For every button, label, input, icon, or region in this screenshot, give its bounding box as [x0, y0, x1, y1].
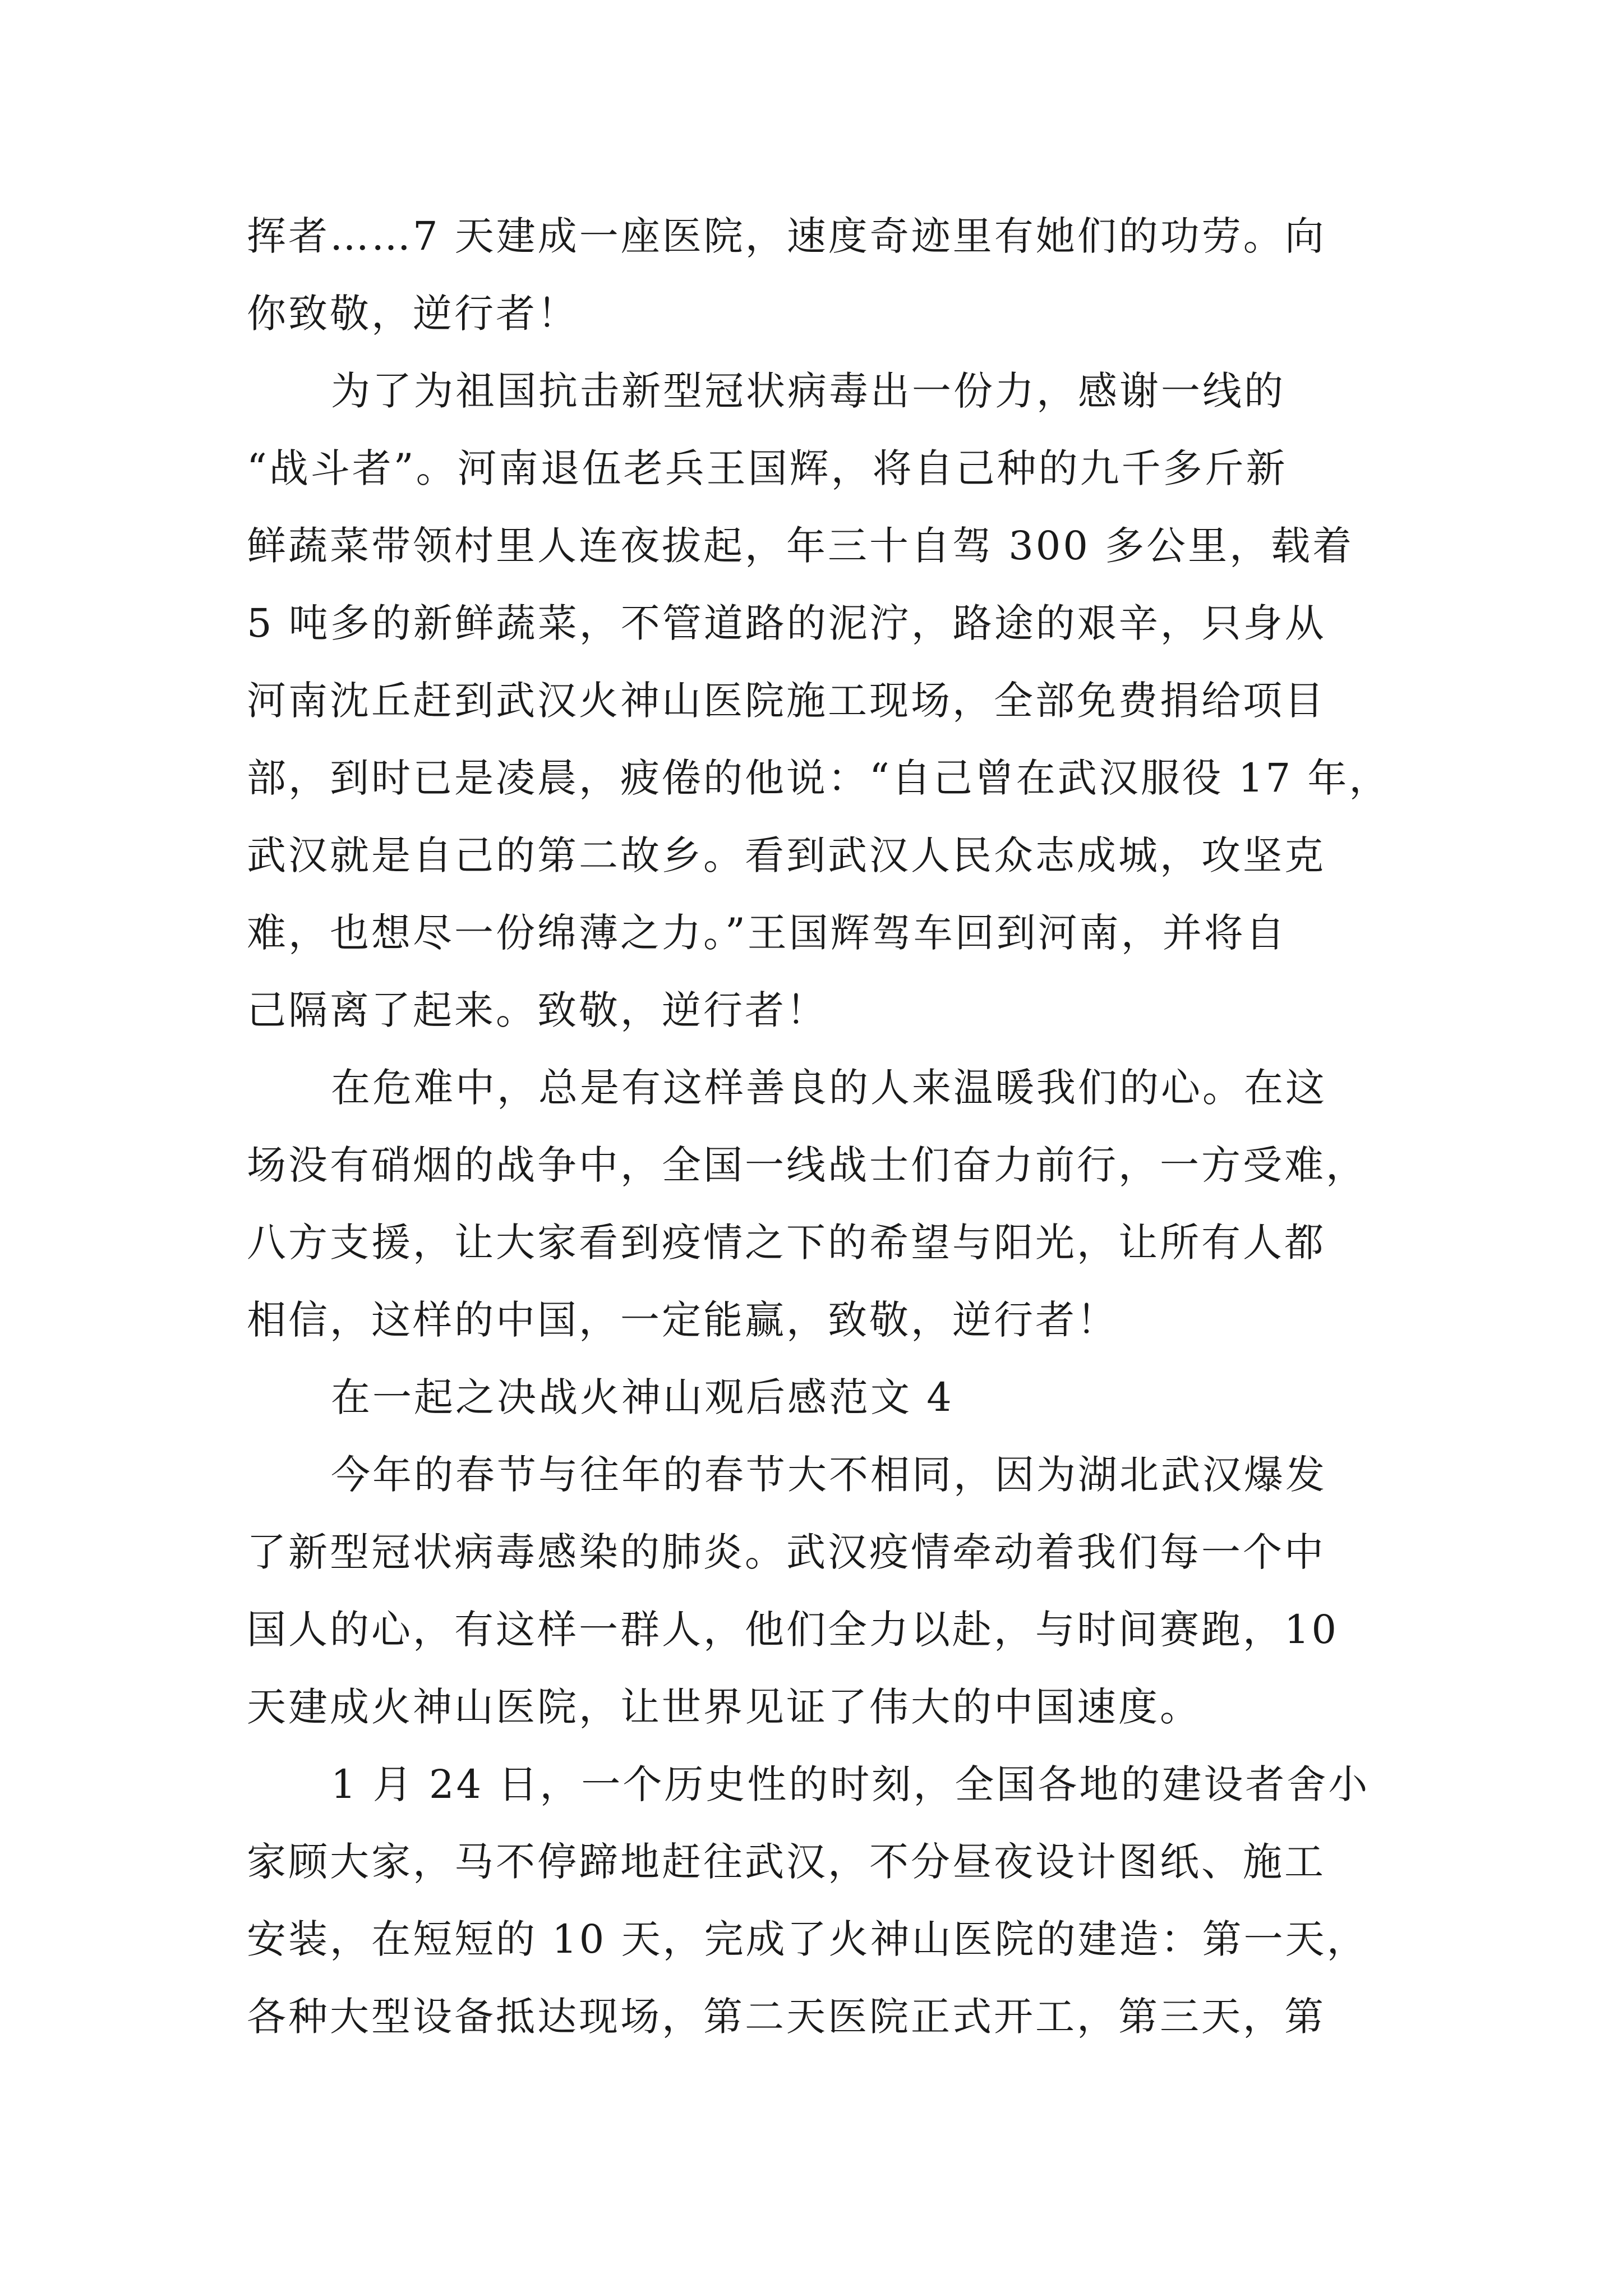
paragraph-line: 场没有硝烟的战争中，全国一线战士们奋力前行，一方受难， — [247, 1142, 1367, 1188]
paragraph-line: 挥者……7 天建成一座医院，速度奇迹里有她们的功劳。向 — [247, 213, 1326, 259]
paragraph-line: 今年的春节与往年的春节大不相同，因为湖北武汉爆发 — [331, 1452, 1327, 1498]
paragraph-line: 在危难中，总是有这样善良的人来温暖我们的心。在这 — [331, 1065, 1327, 1111]
paragraph-line: 难，也想尽一份绵薄之力。”王国辉驾车回到河南，并将自 — [247, 910, 1287, 956]
paragraph-line: 八方支援，让大家看到疫情之下的希望与阳光，让所有人都 — [247, 1220, 1326, 1266]
paragraph-line: 了新型冠状病毒感染的肺炎。武汉疫情牵动着我们每一个中 — [247, 1529, 1326, 1575]
paragraph-line: 各种大型设备抵达现场，第二天医院正式开工，第三天，第 — [247, 1994, 1326, 2040]
paragraph-line: “战斗者”。河南退伍老兵王国辉，将自己种的九千多斤新 — [247, 445, 1288, 491]
paragraph-line: 国人的心，有这样一群人，他们全力以赴，与时间赛跑，10 — [247, 1607, 1339, 1653]
paragraph-line: 5 吨多的新鲜蔬菜，不管道路的泥泞，路途的艰辛，只身从 — [247, 600, 1326, 646]
paragraph-line: 鲜蔬菜带领村里人连夜拔起，年三十自驾 300 多公里，载着 — [247, 523, 1354, 569]
paragraph-line: 安装，在短短的 10 天，完成了火神山医院的建造：第一天， — [247, 1916, 1368, 1962]
paragraph-line: 家顾大家，马不停蹄地赶往武汉，不分昼夜设计图纸、施工 — [247, 1839, 1326, 1885]
paragraph-line: 相信，这样的中国，一定能赢，致敬，逆行者！ — [247, 1297, 1118, 1343]
paragraph-line: 天建成火神山医院，让世界见证了伟大的中国速度。 — [247, 1684, 1201, 1730]
paragraph-line: 己隔离了起来。致敬，逆行者！ — [247, 987, 828, 1033]
paragraph-line: 为了为祖国抗击新型冠状病毒出一份力，感谢一线的 — [331, 368, 1285, 414]
document-body — [247, 197, 1391, 2055]
paragraph-line: 1 月 24 日，一个历史性的时刻，全国各地的建设者舍小 — [331, 1761, 1370, 1807]
section-heading: 在一起之决战火神山观后感范文 4 — [331, 1374, 954, 1420]
paragraph-line: 你致敬，逆行者！ — [247, 291, 579, 337]
paragraph-line: 武汉就是自己的第二故乡。看到武汉人民众志成城，攻坚克 — [247, 832, 1326, 878]
paragraph-line: 河南沈丘赶到武汉火神山医院施工现场，全部免费捐给项目 — [247, 678, 1326, 724]
paragraph-line: 部，到时已是凌晨，疲倦的他说：“自己曾在武汉服役 17 年， — [247, 755, 1391, 801]
